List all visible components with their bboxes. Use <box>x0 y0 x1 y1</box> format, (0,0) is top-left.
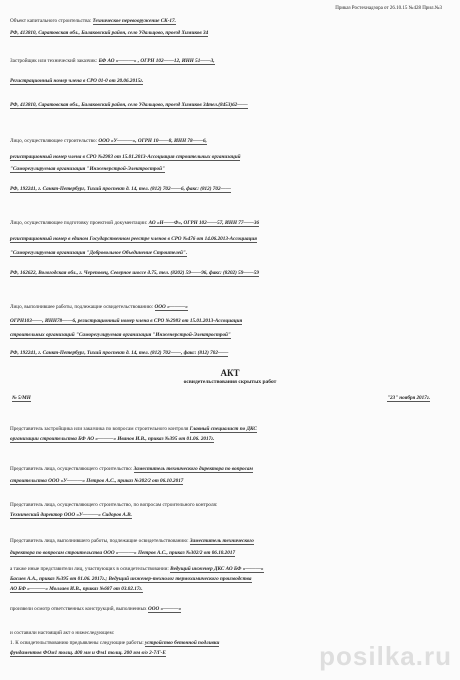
rep-line-0 <box>10 426 450 432</box>
doc-line-1 <box>10 30 450 36</box>
rep-line-label: Представитель лица, осуществляющего строительство, по вопросам строительного контроля: <box>10 502 218 508</box>
doc-line-label: Лицо, осуществляющее подготовку проектной документации: <box>10 220 149 226</box>
rep-line-value: фундаментов ФОм1 толщ. 400 мм и Фм1 толщ. 200 мм в/о 2-7/Г-Е <box>10 650 166 656</box>
rep-line-3 <box>10 478 450 484</box>
doc-line-label: Застройщик или технический заказчик: <box>10 58 99 64</box>
rep-line-value: Главный специалист по ДКС <box>189 426 257 432</box>
doc-line-value: АО «Н——Ф», ОГРН 102——57, ИНН 77——36 <box>148 220 260 226</box>
doc-line-2 <box>10 58 450 64</box>
doc-line-value: ООО «У———», ОГРН 10——8, ИНН 78——6, <box>98 138 207 144</box>
doc-line-value: ООО «———» <box>154 304 188 310</box>
rep-line-8 <box>10 566 450 572</box>
doc-line-value: регистрационный номер в едином Государственном реестре членов в СРО №476 от 14.06.2013-Ассоциация <box>10 236 257 242</box>
rep-line-7 <box>10 550 450 556</box>
rep-line-1 <box>10 436 450 442</box>
doc-line-label: Лицо, осуществляющее строительство: <box>10 138 99 144</box>
doc-line-15 <box>10 332 450 338</box>
doc-line-7 <box>10 166 450 172</box>
doc-line-value: РФ, 192241, г. Санкт-Петербург, Тихий проспект д. 14, тел. (812) 702——, факс: (812) 702—— <box>10 350 229 356</box>
act-number: № 5/МН <box>12 395 31 401</box>
doc-line-value: РФ, 162622, Вологодская обл., г. Череповец, Северное шоссе д.75, тел. (8202) 59——96, факс: (8202) 59——59 <box>10 270 259 276</box>
act-subtitle: освидетельствования скрытых работ <box>183 379 277 385</box>
act-title: АКТ <box>220 368 240 378</box>
doc-line-13 <box>10 304 450 310</box>
doc-line-8 <box>10 186 450 192</box>
doc-line-14 <box>10 318 450 324</box>
rep-line-value: Заместитель технического <box>189 538 254 544</box>
rep-line-label: а также иные представители лиц, участвующих в освидетельствовании: <box>10 566 171 572</box>
rep-line-label: и составили настоящий акт о нижеследующем: <box>10 630 115 636</box>
rep-line-6 <box>10 538 450 544</box>
doc-line-value: БФ АО «———» , ОГРН 102——12, ИНН 51——3, <box>98 58 215 64</box>
rep-line-value: Технический директор ООО «У———» Сидоров А.В. <box>10 512 132 518</box>
doc-line-16 <box>10 350 450 356</box>
rep-line-label: произвели осмотр ответственных конструкций, выполненных <box>10 606 148 612</box>
rep-line-label: Представитель лица, выполнившего работы, подлежащие освидетельствованию: <box>10 538 190 544</box>
rep-line-label: Представитель лица, осуществляющего строительство: <box>10 466 134 472</box>
watermark: posilka.ru <box>319 641 452 671</box>
doc-line-12 <box>10 270 450 276</box>
doc-line-11 <box>10 250 450 256</box>
rep-line-4 <box>10 502 450 508</box>
doc-line-value: строительных организаций "Саморегулируемая организация "Инженерстрой-Электрострой" <box>10 332 231 338</box>
doc-line-value: Регистрационный номер члена в СРО 01-0 от 20.06.2015г. <box>10 78 144 84</box>
doc-line-5 <box>10 138 450 144</box>
doc-line-0 <box>10 18 450 24</box>
rep-line-10 <box>10 586 450 592</box>
rep-line-12 <box>10 630 450 636</box>
doc-line-label: Объект капитального строительства: <box>10 18 93 24</box>
rep-line-5 <box>10 512 450 518</box>
doc-line-value: РФ, 192241, г. Санкт-Петербург, Тихий проспект д. 14, тел. (812) 702——6, факс: (812) 702—— <box>10 186 231 192</box>
rep-line-label: Представитель застройщика или заказчика по вопросам строительного контроля <box>10 426 190 432</box>
rep-line-9 <box>10 576 450 582</box>
doc-line-value: Техническое перевооружение СК-17. <box>92 18 176 24</box>
document-header: Приказ Ростехнадзора от 26.10.15 №428 Прил.№3 <box>335 6 442 11</box>
rep-line-value: устройство бетонной подливки <box>144 640 220 646</box>
doc-line-value: "Саморегулируемая организация "Добровольное Объединение Строителей". <box>10 250 188 256</box>
rep-line-value: директора по вопросам строительства ООО «———» Петров А.С., приказ №302/2 от 06.10.2017 <box>10 550 236 556</box>
doc-line-value: РФ, 413810, Саратовская обл., Балаковский район, село Удальцово, проезд Химиков 34тел.(8453)62—— <box>10 102 248 108</box>
doc-line-value: ОГРН103——, ИНН78——6, регистрационный номер члена в СРО №2983 от 15.01.2013-Ассоциация <box>10 318 243 324</box>
doc-line-value: РФ, 413810, Саратовская обл., Балаковский район, село Удальцово, проезд Химиков 34 <box>10 30 209 36</box>
doc-line-label: Лицо, выполнившее работы, подлежащие освидетельствованию: <box>10 304 155 310</box>
rep-line-value: АО БФ «———» Моллаев И.В., приказ №687 от 03.02.17г. <box>10 586 143 592</box>
rep-line-label: 1. К освидетельствованию предъявлены следующие работы: <box>10 640 145 646</box>
rep-line-value: Ведущий инженер ДКС АО БФ «———» <box>170 566 264 572</box>
act-date: "23" ноября 2017г. <box>387 395 430 401</box>
rep-line-2 <box>10 466 450 472</box>
doc-line-3 <box>10 78 450 84</box>
rep-line-value: организации строительства БФ АО «———» Иванов И.В., приказ №395 от 01.06. 2017г. <box>10 436 215 442</box>
rep-line-value: Басиев А.А., приказ №395 от 01.06. 2017г.; Ведущий инженер-технолог термохимического производства <box>10 576 252 582</box>
rep-line-value: ООО «———» <box>147 606 182 612</box>
doc-line-9 <box>10 220 450 226</box>
doc-line-value: регистрационный номер члена в СРО №2983 от 15.01.2013-Ассоциация строительных организаций <box>10 154 241 160</box>
rep-line-value: строительства ООО «У———» Петров А.С., приказ №302/2 от 06.10.2017 <box>10 478 184 484</box>
doc-line-10 <box>10 236 450 242</box>
doc-line-value: "Саморегулируемая организация "Инженерстрой-Электрострой" <box>10 166 165 172</box>
rep-line-value: Заместитель технического директора по вопросам <box>133 466 253 472</box>
rep-line-11 <box>10 606 450 612</box>
doc-line-6 <box>10 154 450 160</box>
doc-line-4 <box>10 102 450 108</box>
